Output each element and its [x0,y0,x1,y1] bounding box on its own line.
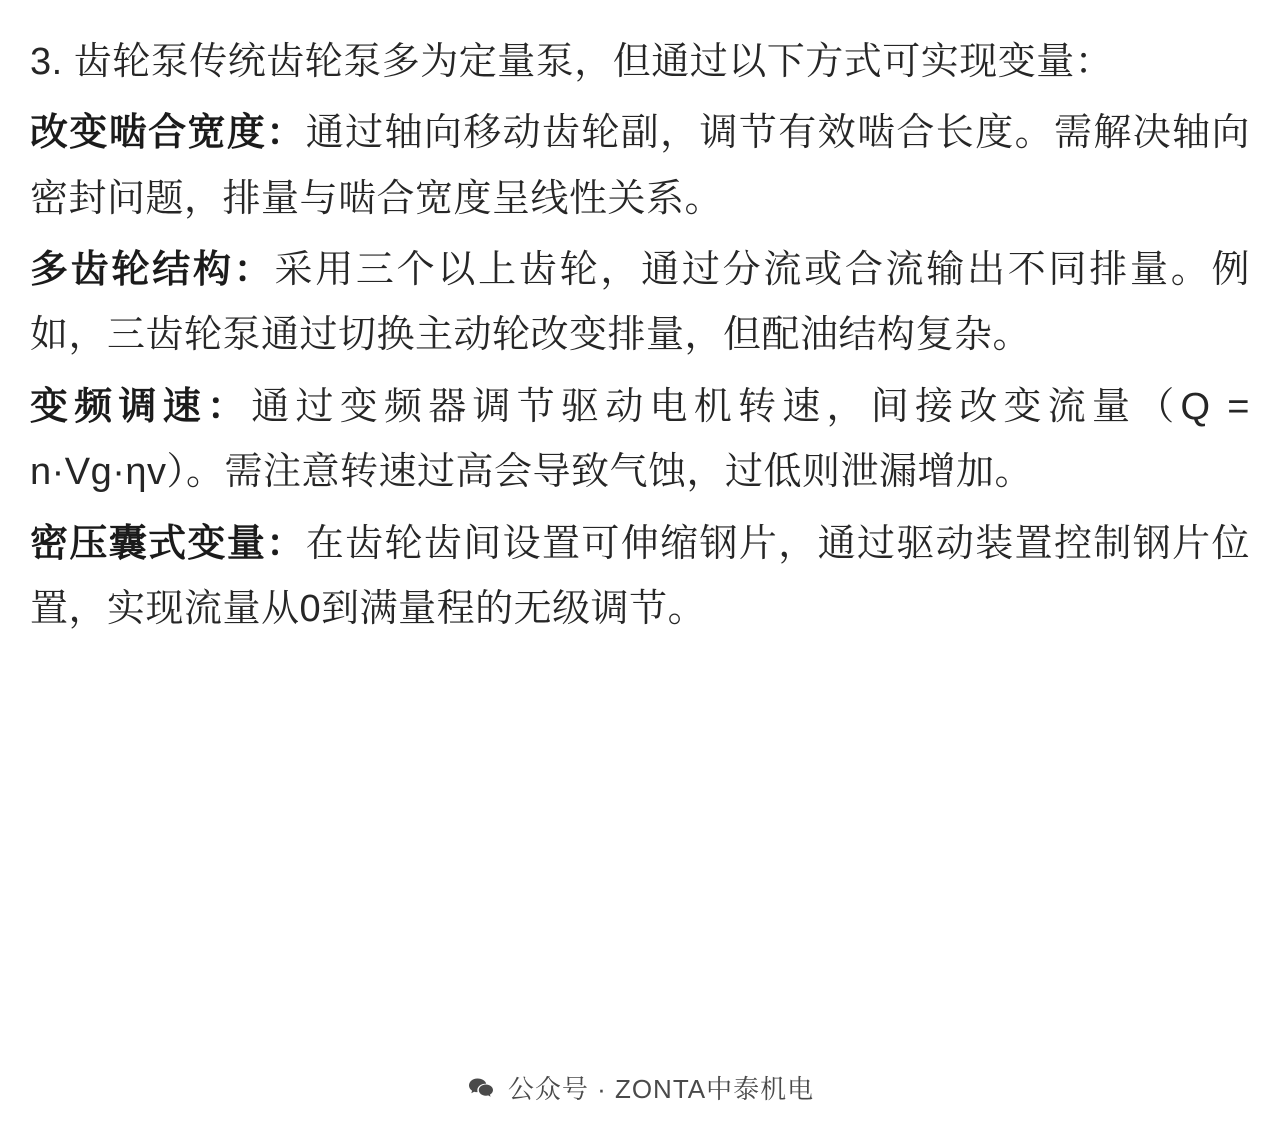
paragraph-5 [30,512,1250,643]
paragraph-3-text: 采用三个以上齿轮，通过分流或合流输出不同排量。例如，三齿轮泵通过切换主动轮改变排量，但配油结构复杂。 [30,249,1250,357]
paragraph-1 [30,30,1250,95]
paragraph-3-lead: 多齿轮结构： [30,249,275,292]
paragraph-2 [30,101,1250,232]
article-body [30,30,1250,642]
paragraph-2-text: 通过轴向移动齿轮副，调节有效啮合长度。需解决轴向密封问题，排量与啮合宽度呈线性关系。 [30,112,1250,220]
paragraph-1-text: 3. 齿轮泵传统齿轮泵多为定量泵，但通过以下方式可实现变量： [30,41,1114,83]
paragraph-2-lead: 改变啮合宽度： [30,112,306,155]
paragraph-4 [30,375,1250,506]
wechat-icon [466,1073,496,1103]
footer-attribution [0,1069,1280,1106]
paragraph-4-lead: 变频调速： [30,385,252,428]
paragraph-3 [30,238,1250,369]
paragraph-5-text: 在齿轮齿间设置可伸缩钢片，通过驱动装置控制钢片位置，实现流量从0到满量程的无级调节。 [30,522,1250,630]
footer-text: 公众号 · ZONTA中泰机电 [507,1074,815,1104]
paragraph-5-lead: 密压囊式变量： [30,522,306,565]
paragraph-4-text: 通过变频器调节驱动电机转速，间接改变流量（Q = n·Vg·ηv）。需注意转速过高会导致气蚀，过低则泄漏增加。 [30,385,1250,494]
